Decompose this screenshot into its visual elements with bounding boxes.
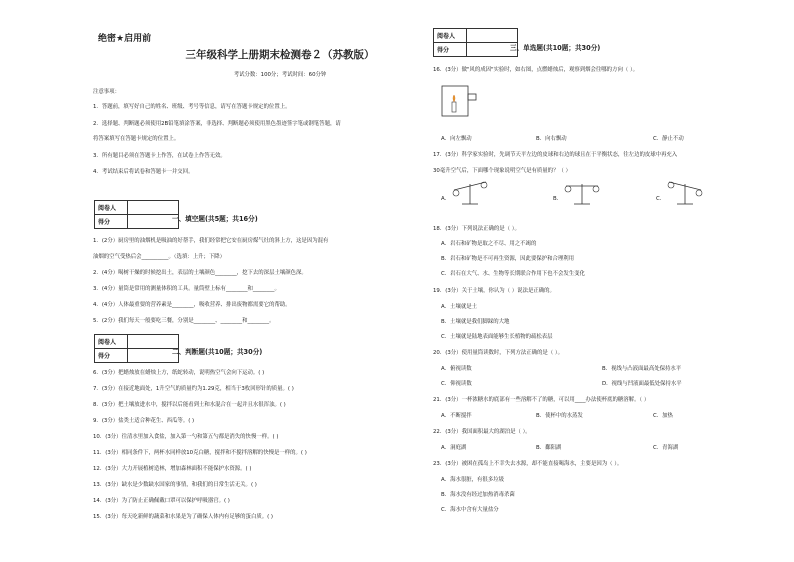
question-stem: 18．(3分）下列说法正确的是（ ）。 xyxy=(433,226,520,232)
reviewer-field[interactable] xyxy=(128,201,179,215)
option[interactable]: B．土壤就是我们脚踩的大地 xyxy=(441,319,510,325)
note-item: 3．所有题目必须在答题卡上作答，在试卷上作答无效。 xyxy=(93,153,226,159)
question-item: 3．(4分）量筒是常用的测量体积的工具。量筒壁上标有________和________。 xyxy=(93,286,280,292)
reviewer-label: 阅卷人 xyxy=(434,29,467,43)
option[interactable]: B．向右飘动 xyxy=(536,136,567,142)
score-label: 得分 xyxy=(434,43,467,57)
reviewer-field[interactable] xyxy=(128,335,179,349)
score-field[interactable] xyxy=(128,349,179,363)
score-field[interactable] xyxy=(128,215,179,229)
question-item: 14．(3分）为了防止正确佩戴口罩可以保护呼吸器官。( ) xyxy=(93,498,230,504)
section-title-judge: 二、判断题(共10题；共30分) xyxy=(172,348,263,356)
option[interactable]: A．俯视读数 xyxy=(441,366,472,372)
option[interactable]: B．岩石和矿物是不可再生资源，因此要保护和合理利用 xyxy=(441,256,575,262)
exam-info: 考试分数：100分；考试时间：60分钟 xyxy=(233,72,327,78)
option[interactable]: B．使杯中的水蒸发 xyxy=(536,413,583,419)
score-box xyxy=(433,28,518,57)
score-box xyxy=(94,200,179,229)
option[interactable]: C．加热 xyxy=(653,413,673,419)
option[interactable]: B．海水没有经过加热消毒杀菌 xyxy=(441,492,515,498)
section-title-choice: 三、单选题(共10题；共30分) xyxy=(510,44,601,52)
option[interactable]: C．土壤就是陆地表面能够生长植物的疏松表层 xyxy=(441,334,553,340)
option[interactable]: A． xyxy=(441,196,451,202)
secret-label: 绝密★启用前 xyxy=(98,34,152,44)
question-item: 13．(3分）缺水是少数缺水国家的事情，和我们的日常生活无关。( ) xyxy=(93,482,257,488)
question-stem: 17．(3分）科学家实验时，先调节天平左边的皮球和右边的球且在于平衡状态，往左边的皮球中再充入 xyxy=(433,152,678,158)
option[interactable]: B．视线与凸液面最高处保持水平 xyxy=(602,366,682,372)
option[interactable]: C．海水中含有大量盐分 xyxy=(441,507,499,513)
question-stem: 22．(3分）我国面积最大的湖泊是（ ）。 xyxy=(433,429,531,435)
question-stem: 20．(3分）使用量筒读数时，下列方法正确的是（ ）。 xyxy=(433,350,563,356)
question-item: 4．(4分）人体最重要的营养素是________，吸收营养、排出废物都需要它的帮助。 xyxy=(93,302,291,308)
question-item: 油烟的空气受热后会__________。（选填：上升；下降） xyxy=(93,254,226,260)
question-stem: 21．(3分）一杯浓糖水的底部有一些溶解不了的糖，可以用____办法使杯底的糖溶解。（ ） xyxy=(433,397,650,403)
option[interactable]: A．不断搅拌 xyxy=(441,413,472,419)
question-stem: 30毫升空气后，下面哪个现象说明空气是有质量的？（ ） xyxy=(433,168,571,174)
question-item: 12．(3分）大力开展植树造林，增加森林面积不能保护水资源。( ) xyxy=(93,466,252,472)
question-item: 10．(3分）往清水里加入食盐，加入第一勺和第五勺都是消失的快慢一样。( ) xyxy=(93,434,279,440)
option[interactable]: A．土壤就是土 xyxy=(441,304,478,310)
question-item: 7．(3分）在接近地面处，1升空气的质量约为1.29克，相当于3枚回形针的质量。( ) xyxy=(93,386,294,392)
option[interactable]: C．仰视读数 xyxy=(441,381,472,387)
balance-scale-icon xyxy=(665,178,705,208)
page-title: 三年级科学上册期末检测卷２（苏教版） xyxy=(185,49,375,61)
question-item: 6．(3分）把蜡烛放在蜡烛上方，纸蛇转动，说明热空气会向下运动。( ) xyxy=(93,370,265,376)
option[interactable]: C． xyxy=(656,196,666,202)
note-item: 4．考试结束后将试卷和答题卡一并交回。 xyxy=(93,169,194,175)
balance-scale-icon xyxy=(562,178,602,208)
question-item: 11．(3分）相同条件下，两杯水同样放10克白糖，搅拌和不搅拌溶解的快慢是一样的。( ) xyxy=(93,450,307,456)
note-item: 1．答题前，填写好自己的姓名、班级、考号等信息，请写在答题卡规定的位置上。 xyxy=(93,104,291,110)
option[interactable]: C．青海湖 xyxy=(653,445,679,451)
reviewer-label: 阅卷人 xyxy=(95,335,128,349)
note-item: 将答案填写在答题卡规定的位置上。 xyxy=(93,136,180,142)
balance-scale-icon xyxy=(450,178,490,208)
question-item: 9．(3分）盐类土适合种花生、西瓜等。( ) xyxy=(93,418,195,424)
option[interactable]: C．静止不动 xyxy=(653,136,684,142)
reviewer-label: 阅卷人 xyxy=(95,201,128,215)
question-item: 8．(3分）把土壤放进水中，搅拌以后能看到土和水混合在一起并且水很浑浊。( ) xyxy=(93,402,286,408)
option[interactable]: B．鄱阳湖 xyxy=(536,445,562,451)
option[interactable]: D．视线与凹液面最低处保持水平 xyxy=(602,381,682,387)
reviewer-field[interactable] xyxy=(467,29,518,43)
question-item: 5．(2分）我们每天一般要吃三餐，分别是________、________和________。 xyxy=(93,318,275,324)
option[interactable]: A．海水很脏，有很多垃圾 xyxy=(441,477,504,483)
question-stem: 23．(3分）被困在孤岛上不幸失去水源，却不能直接喝海水，主要是因为（ ）。 xyxy=(433,461,623,467)
option[interactable]: A．向左飘动 xyxy=(441,136,472,142)
question-stem: 19．(3分）关于土壤，你认为（ ）说法是正确的。 xyxy=(433,288,555,294)
option[interactable]: A．岩石和矿物是取之不尽、用之不竭的 xyxy=(441,241,537,247)
question-item: 2．(4分）喝树干燥的时候挖出土，表层的土壤颜色________，挖下去的深层土壤颜色深。 xyxy=(93,270,307,276)
option[interactable]: A．洞庭湖 xyxy=(441,445,467,451)
score-label: 得分 xyxy=(95,215,128,229)
option[interactable]: B． xyxy=(553,196,563,202)
option[interactable]: C．岩石在大气、水、生物等长期联合作用下也不会发生变化 xyxy=(441,271,585,277)
question-stem: 16．(3分）做"风的成因"实验时，如右图，点燃蜡烛后，观察到烟会往哪的方向（ ）。 xyxy=(433,67,639,73)
question-item: 1．(2分）厨房里的油烟机是吸油的好帮手，我们经常把它安在厨房煤气灶的斜上方，这是因为混有 xyxy=(93,238,329,244)
score-box xyxy=(94,334,179,363)
notes-heading: 注意事项： xyxy=(93,89,120,95)
question-item: 15．(3分）每天吃新鲜的蔬菜和水果是为了确保人体内有足够的蛋白质。( ) xyxy=(93,514,274,520)
convection-box-illustration xyxy=(440,80,480,120)
score-label: 得分 xyxy=(95,349,128,363)
section-title-fill: 一、填空题(共5题；共16分) xyxy=(172,215,258,223)
note-item: 2．选择题、判断题必须使用2B铅笔填涂答案，非选择、判断题必须使用黑色墨迹签字笔或钢笔答题，请 xyxy=(93,121,341,127)
